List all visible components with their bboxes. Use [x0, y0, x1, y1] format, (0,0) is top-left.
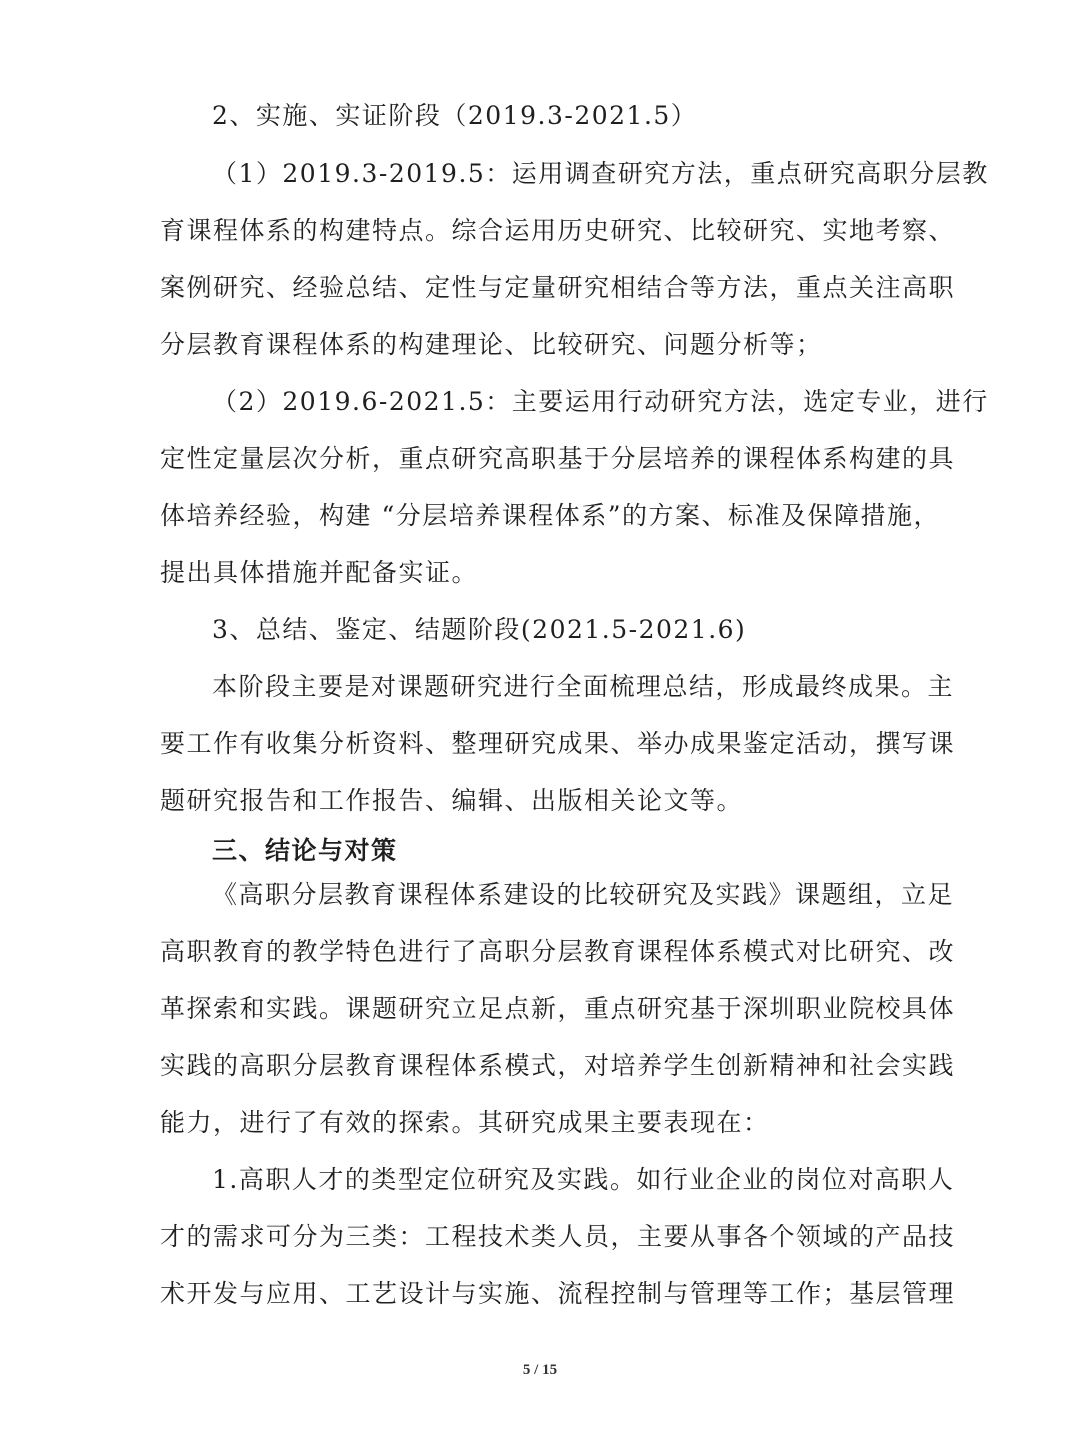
paragraph-line: 高职教育的教学特色进行了高职分层教育课程体系模式对比研究、改 — [160, 937, 956, 966]
paragraph-line: （1）2019.3-2019.5：运用调查研究方法，重点研究高职分层教 — [212, 159, 989, 188]
paragraph-line: 本阶段主要是对课题研究进行全面梳理总结，形成最终成果。主 — [212, 672, 955, 701]
paragraph-line: 体培养经验，构建 “分层培养课程体系”的方案、标准及保障措施， — [160, 501, 941, 530]
paragraph-line: 革探索和实践。课题研究立足点新，重点研究基于深圳职业院校具体 — [160, 994, 956, 1023]
paragraph-line: 定性定量层次分析，重点研究高职基于分层培养的课程体系构建的具 — [160, 444, 956, 473]
section-heading-conclusions: 三、结论与对策 — [212, 836, 398, 865]
paragraph-line: 1.高职人才的类型定位研究及实践。如行业企业的岗位对高职人 — [212, 1165, 955, 1194]
paragraph-line: （2）2019.6-2021.5：主要运用行动研究方法，选定专业，进行 — [212, 387, 989, 416]
paragraph-line: 术开发与应用、工艺设计与实施、流程控制与管理等工作；基层管理 — [160, 1279, 956, 1308]
paragraph-line: 题研究报告和工作报告、编辑、出版相关论文等。 — [160, 786, 744, 815]
paragraph-line: 案例研究、经验总结、定性与定量研究相结合等方法，重点关注高职 — [160, 273, 956, 302]
paragraph-line: 育课程体系的构建特点。综合运用历史研究、比较研究、实地考察、 — [160, 216, 956, 245]
paragraph-line: 实践的高职分层教育课程体系模式，对培养学生创新精神和社会实践 — [160, 1051, 956, 1080]
section-heading-implementation: 2、实施、实证阶段（2019.3-2021.5） — [212, 101, 698, 130]
paragraph-line: 才的需求可分为三类：工程技术类人员，主要从事各个领域的产品技 — [160, 1222, 956, 1251]
paragraph-line: 分层教育课程体系的构建理论、比较研究、问题分析等； — [160, 330, 823, 359]
section-heading-summary: 3、总结、鉴定、结题阶段(2021.5-2021.6) — [212, 615, 747, 644]
page-number: 5 / 15 — [522, 1362, 558, 1378]
paragraph-line: 提出具体措施并配备实证。 — [160, 558, 479, 587]
paragraph-line: 能力，进行了有效的探索。其研究成果主要表现在： — [160, 1108, 770, 1137]
paragraph-line: 《高职分层教育课程体系建设的比较研究及实践》课题组，立足 — [212, 880, 955, 909]
paragraph-line: 要工作有收集分析资料、整理研究成果、举办成果鉴定活动，撰写课 — [160, 729, 956, 758]
